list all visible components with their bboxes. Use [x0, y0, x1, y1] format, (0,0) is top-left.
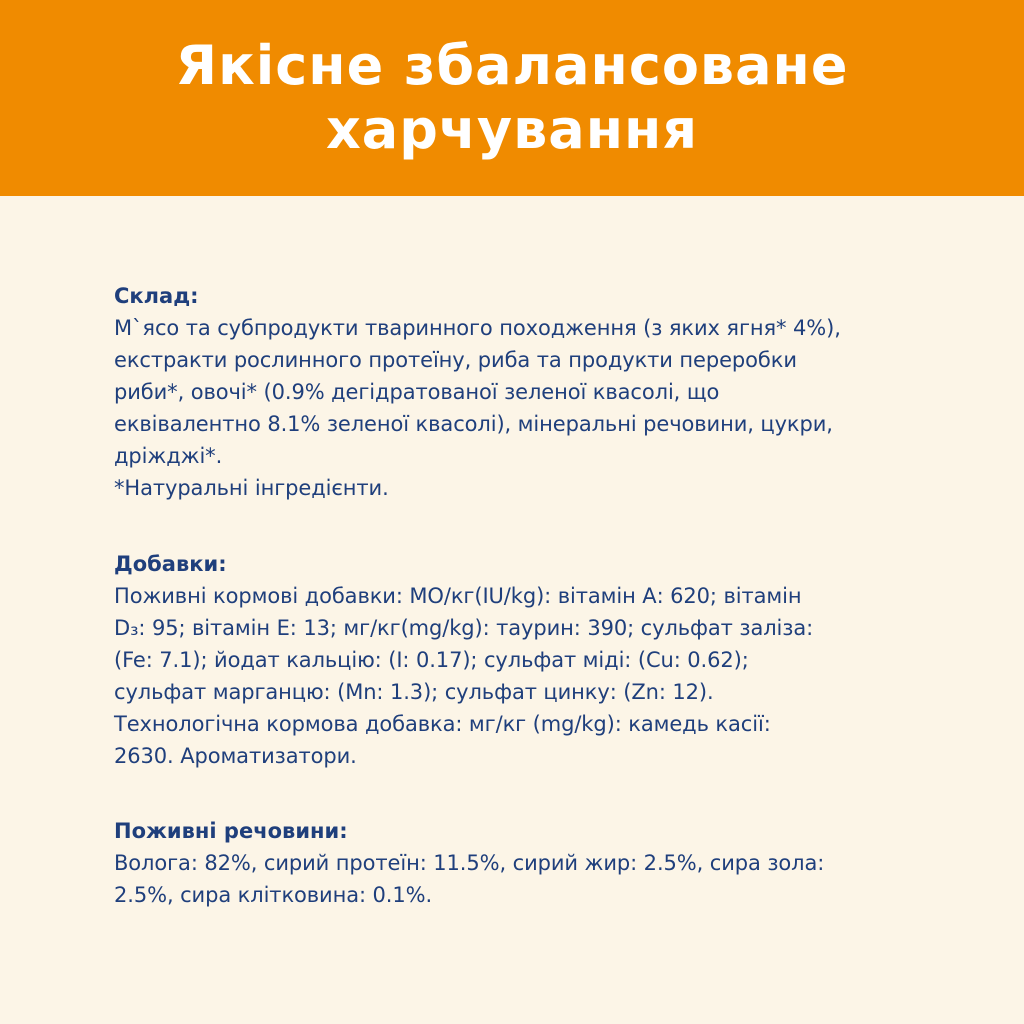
composition-line: еквівалентно 8.1% зеленої квасолі), мінеральні речовини, цукри, — [114, 412, 833, 436]
section-additives — [114, 549, 934, 772]
additives-line: Поживні кормові добавки: МО/кг(IU/kg): вітамін А: 620; вітамін — [114, 584, 802, 608]
additives-line: сульфат марганцю: (Mn: 1.3); сульфат цинку: (Zn: 12). — [114, 680, 714, 704]
additives-line: (Fe: 7.1); йодат кальцію: (I: 0.17); сульфат міді: (Cu: 0.62); — [114, 648, 749, 672]
composition-heading: Склад: — [114, 284, 199, 308]
section-composition — [114, 281, 934, 504]
nutrients-heading: Поживні речовини: — [114, 819, 348, 843]
nutrients-line: Волога: 82%, сирий протеїн: 11.5%, сирий жир: 2.5%, сира зола: — [114, 851, 825, 875]
additives-line: 2630. Ароматизатори. — [114, 744, 357, 768]
product-info — [114, 281, 934, 947]
banner-title-line-1: Якісне збалансоване — [175, 34, 849, 97]
composition-line: дріжджі*. — [114, 444, 223, 468]
nutrients-line: 2.5%, сира клітковина: 0.1%. — [114, 883, 433, 907]
natural-ingredients-note: *Натуральні інгредієнти. — [114, 476, 389, 500]
composition-line: М`ясо та субпродукти тваринного походження (з яких ягня* 4%), — [114, 316, 841, 340]
composition-line: риби*, овочі* (0.9% дегідратованої зеленої квасолі, що — [114, 380, 720, 404]
additives-heading: Добавки: — [114, 552, 227, 576]
additives-line: D₃: 95; вітамін Е: 13; мг/кг(mg/kg): таурин: 390; сульфат заліза: — [114, 616, 814, 640]
additives-line: Технологічна кормова добавка: мг/кг (mg/kg): камедь касії: — [114, 712, 771, 736]
title-banner — [0, 0, 1024, 196]
section-nutrients — [114, 816, 934, 911]
composition-line: екстракти рослинного протеїну, риба та продукти переробки — [114, 348, 797, 372]
banner-title-line-2: харчування — [325, 98, 699, 161]
